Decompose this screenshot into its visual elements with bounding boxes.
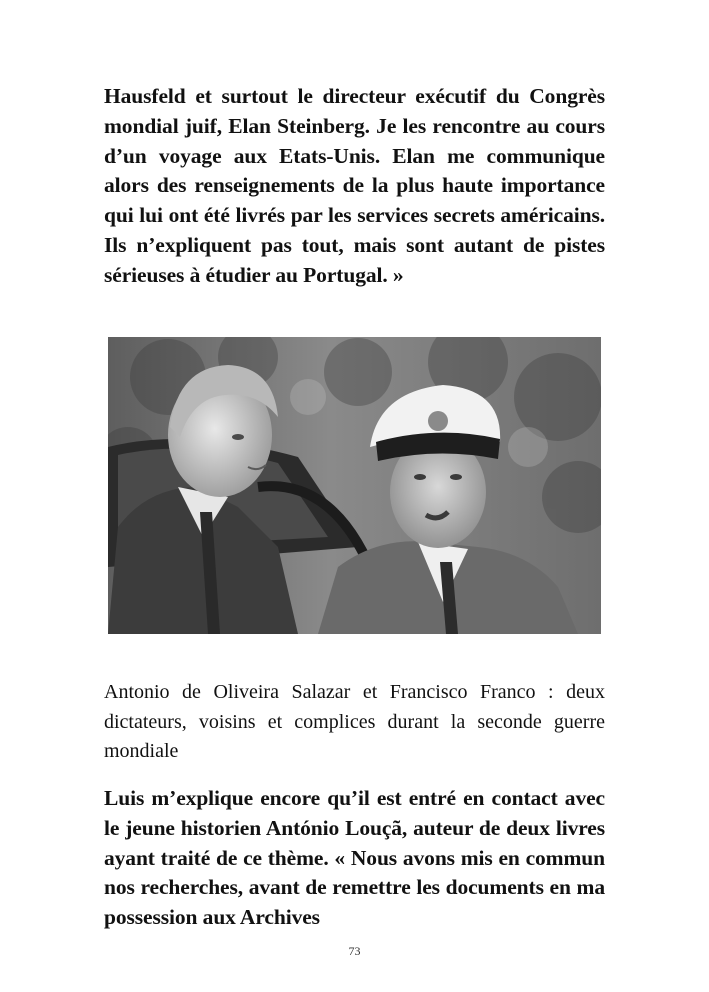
body-paragraph-top: Hausfeld et surtout le directeur exécutif du Congrès mondial juif, Elan Steinberg. Je les rencontre au cours d’un voyage aux Etats-Unis. Elan me communique alors des renseignements de la plus haute importance qui lui ont été livrés par les services secrets américains. Ils n’expliquent pas tout, mais sont autant de pistes sérieuses à étudier au Portugal. » xyxy=(104,84,605,287)
photo-caption: Antonio de Oliveira Salazar et Francisco Franco : deux dictateurs, voisins et complices durant la seconde guerre mondiale xyxy=(104,681,605,762)
body-paragraph-bottom: Luis m’explique encore qu’il est entré en contact avec le jeune historien António Louçã, auteur de deux livres ayant traité de ce thème. « Nous avons mis en commun nos recherches, avant de remettre les documents en ma possession aux Archives xyxy=(104,786,605,930)
photograph-salazar-franco xyxy=(108,337,601,634)
page-number: 73 xyxy=(348,944,361,958)
